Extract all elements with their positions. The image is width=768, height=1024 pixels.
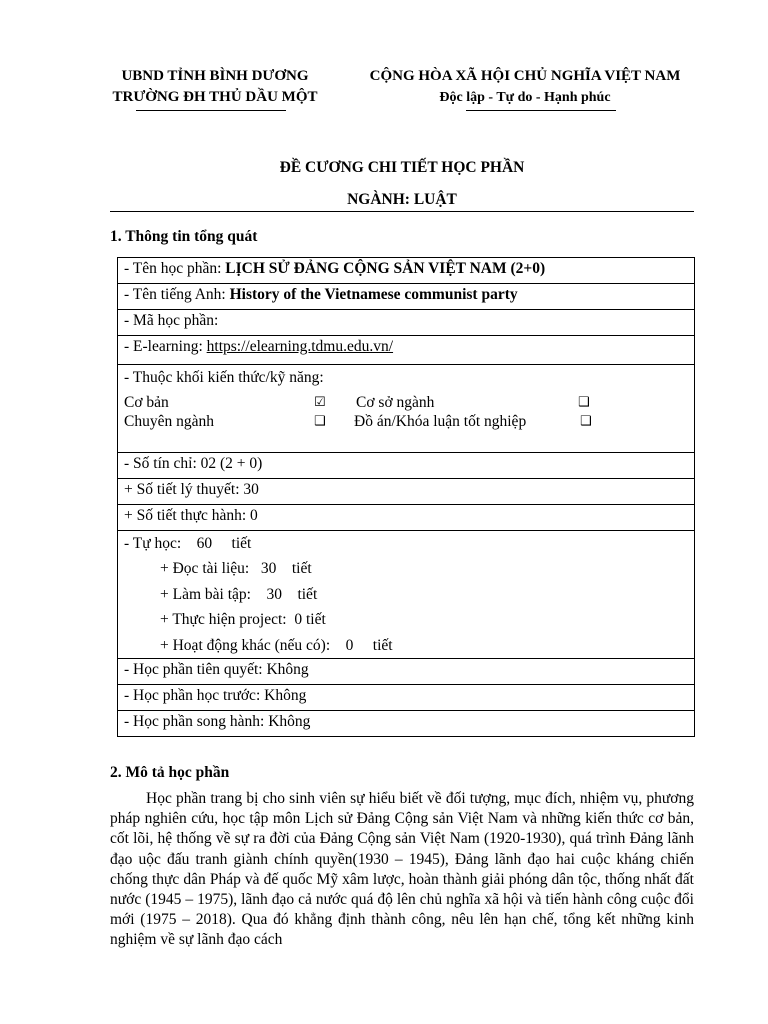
course-description-text: Học phần trang bị cho sinh viên sự hiểu biết về đối tượng, mục đích, nhiệm vụ, phương pháp nghiên cứu, học tập môn Lịch sử Đảng Cộng sản Việt Nam và những kiến thức cơ bản, cốt lõi, hệ thống về sự ra đời của Đảng Cộng sản Việt Nam (1920-1930), quá trình Đảng lãnh đạo uộc đấu tranh giành chính quyền(1930 – 1945), Đảng lãnh đạo hai cuộc kháng chiến chống thực dân Pháp và đế quốc Mỹ xâm lược, hoàn thành giải phóng dân tộc, thống nhất đất nước (1945 – 1975), lãnh đạo cả nước quá độ lên chủ nghĩa xã hội và tiến hành công cuộc đổi mới (1975 – 2018). Qua đó khẳng định thành công, nêu lên hạn chế, tổng kết những kinh nghiệm về sự lãnh đạo cách	[110, 790, 694, 949]
table-row	[118, 336, 695, 365]
table-row	[118, 365, 695, 453]
course-info-table	[117, 257, 695, 737]
elearning-cell	[118, 336, 695, 365]
practice-hours-cell: + Số tiết thực hành: 0	[118, 505, 695, 531]
header-right-underline	[466, 110, 616, 111]
table-row	[118, 453, 695, 479]
national-name: CỘNG HÒA XÃ HỘI CHỦ NGHĨA VIỆT NAM	[369, 68, 681, 84]
table-row	[118, 685, 695, 711]
prerequisite-cell: - Học phần tiên quyết: Không	[118, 659, 695, 685]
issuer-block	[100, 66, 330, 108]
theory-hours-cell: + Số tiết lý thuyết: 30	[118, 479, 695, 505]
table-row	[118, 258, 695, 284]
table-row	[118, 505, 695, 531]
knowledge-options	[124, 393, 694, 433]
table-row	[118, 284, 695, 310]
english-name-value: History of the Vietnamese communist party	[229, 286, 518, 303]
previous-course-cell: - Học phần học trước: Không	[118, 685, 695, 711]
option-specialized-label: Chuyên ngành	[124, 413, 214, 430]
issuer-province: UBND TỈNH BÌNH DƯƠNG	[121, 68, 309, 84]
table-row	[118, 531, 695, 659]
option-foundation-checkbox-icon[interactable]: ❑	[578, 395, 590, 410]
table-row	[118, 711, 695, 737]
option-thesis-checkbox-icon[interactable]: ❑	[580, 414, 592, 429]
self-study-cell	[118, 531, 695, 659]
course-name-label: - Tên học phần:	[124, 260, 226, 277]
knowledge-block-cell	[118, 365, 695, 453]
self-study-project: + Thực hiện project: 0 tiết	[160, 611, 326, 628]
option-foundation-label: Cơ sở ngành	[356, 394, 435, 411]
option-thesis-label: Đồ án/Khóa luận tốt nghiệp	[354, 413, 527, 430]
option-specialized-checkbox-icon[interactable]: ❑	[314, 414, 326, 429]
section-2-heading: 2. Mô tả học phần	[110, 764, 230, 781]
self-study-other: + Hoạt động khác (nếu có): 0 tiết	[160, 636, 393, 654]
header-left-underline	[136, 110, 286, 111]
parallel-course-cell: - Học phần song hành: Không	[118, 711, 695, 737]
credits-cell: - Số tín chỉ: 02 (2 + 0)	[118, 453, 695, 479]
elearning-label: - E-learning:	[124, 338, 207, 355]
self-study-total: - Tự học: 60 tiết	[124, 535, 252, 552]
section-1-heading: 1. Thông tin tổng quát	[110, 228, 258, 245]
elearning-link[interactable]: https://elearning.tdmu.edu.vn/	[206, 338, 394, 355]
major-title: NGÀNH: LUẬT	[347, 191, 457, 208]
option-basic-label: Cơ bản	[124, 394, 169, 411]
course-name-cell	[118, 258, 695, 284]
table-row	[118, 479, 695, 505]
national-motto: Độc lập - Tự do - Hạnh phúc	[439, 90, 611, 105]
english-name-cell	[118, 284, 695, 310]
national-motto-block	[350, 66, 700, 108]
self-study-exercises: + Làm bài tập: 30 tiết	[160, 585, 318, 603]
course-code-label: - Mã học phần:	[124, 312, 219, 329]
knowledge-block-label: - Thuộc khối kiến thức/kỹ năng:	[124, 369, 324, 386]
table-row	[118, 659, 695, 685]
course-code-cell	[118, 310, 695, 336]
document-title: ĐỀ CƯƠNG CHI TIẾT HỌC PHẦN	[279, 159, 525, 176]
self-study-reading: + Đọc tài liệu: 30 tiết	[160, 560, 312, 577]
option-basic-checkbox-icon[interactable]: ☑	[314, 395, 326, 410]
title-divider	[110, 211, 694, 212]
issuer-university: TRƯỜNG ĐH THỦ DẦU MỘT	[112, 89, 318, 105]
table-row	[118, 310, 695, 336]
course-name-value: LỊCH SỬ ĐẢNG CỘNG SẢN VIỆT NAM (2+0)	[225, 260, 546, 277]
course-description	[110, 789, 694, 951]
english-name-label: - Tên tiếng Anh:	[124, 286, 230, 303]
